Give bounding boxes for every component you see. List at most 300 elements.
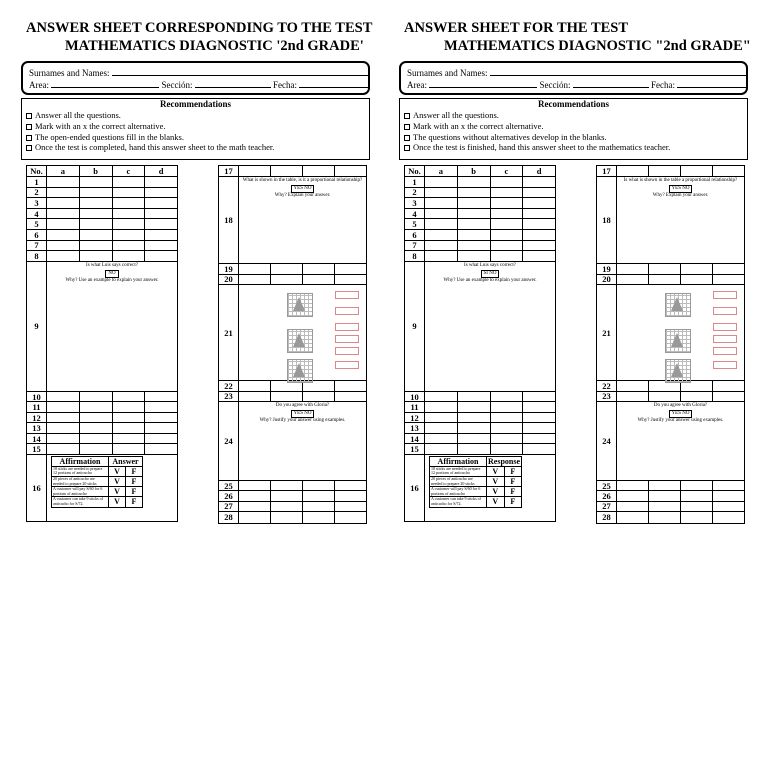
option-cell-b[interactable] <box>271 392 303 402</box>
option-cell-d[interactable] <box>713 275 744 285</box>
option-cell-d[interactable] <box>713 392 744 402</box>
option-cell-d[interactable] <box>335 381 366 391</box>
question-number: 28 <box>219 512 239 522</box>
option-cell-d[interactable] <box>523 230 555 240</box>
answer-row <box>27 413 177 424</box>
option-cell-c[interactable] <box>113 423 146 433</box>
option-cell-d[interactable] <box>523 423 555 433</box>
answer-row <box>27 188 177 199</box>
option-cell-d[interactable] <box>145 402 177 412</box>
answer-row-open <box>405 262 555 392</box>
option-cell-c[interactable] <box>113 188 146 198</box>
choice-box-icon[interactable] <box>335 361 359 369</box>
q24-options[interactable]: YES NO <box>291 410 315 418</box>
option-cell-c[interactable] <box>681 491 713 500</box>
option-cell-c[interactable] <box>303 264 335 274</box>
question-number: 10 <box>405 392 425 402</box>
option-cell-b[interactable] <box>458 219 491 229</box>
option-cell-b[interactable] <box>80 434 113 444</box>
section-label: Sección: <box>161 80 193 90</box>
true-option[interactable]: V <box>109 466 126 476</box>
option-cell-a[interactable] <box>425 241 458 251</box>
option-cell-a[interactable] <box>425 444 458 454</box>
option-cell-b[interactable] <box>80 423 113 433</box>
option-cell-a[interactable] <box>617 502 649 511</box>
option-cell-c[interactable] <box>681 275 713 285</box>
option-cell-b[interactable] <box>271 264 303 274</box>
choice-box-icon[interactable] <box>335 335 359 343</box>
option-cell-b[interactable] <box>649 275 681 285</box>
affirmation-statement: 20 pieces of anticucho are needed to prepare 20 sticks <box>52 476 109 486</box>
true-option[interactable]: V <box>109 497 126 507</box>
false-option[interactable]: F <box>126 487 143 497</box>
option-cell-d[interactable] <box>145 434 177 444</box>
question-number: 8 <box>27 251 47 261</box>
sheet-title-line1: ANSWER SHEET FOR THE TEST <box>404 20 629 36</box>
option-cell-a[interactable] <box>239 491 271 500</box>
option-cell-a[interactable] <box>425 434 458 444</box>
option-cell-d[interactable] <box>713 491 744 500</box>
option-cell-a[interactable] <box>617 481 649 490</box>
q9-options[interactable]: SI NO <box>481 270 500 278</box>
q18-options[interactable]: YES NO <box>669 185 693 193</box>
date-field[interactable] <box>677 79 747 88</box>
option-cell-d[interactable] <box>523 444 555 454</box>
question-number: 10 <box>27 392 47 402</box>
option-cell-d[interactable] <box>523 209 555 219</box>
question-number: 20 <box>219 275 239 285</box>
answer-row <box>405 251 555 262</box>
header-a: a <box>425 166 458 176</box>
option-cell-a[interactable] <box>425 177 458 187</box>
option-cell-a[interactable] <box>47 423 80 433</box>
option-cell-c[interactable] <box>113 241 146 251</box>
option-cell-b[interactable] <box>458 413 491 423</box>
option-cell-d[interactable] <box>145 177 177 187</box>
surnames-field[interactable] <box>490 67 748 76</box>
option-cell-b[interactable] <box>649 166 681 176</box>
option-cell-b[interactable] <box>271 166 303 176</box>
option-cell-c[interactable] <box>113 434 146 444</box>
option-cell-c[interactable] <box>303 166 335 176</box>
option-cell-d[interactable] <box>523 413 555 423</box>
option-cell-a[interactable] <box>47 392 80 402</box>
option-cell-c[interactable] <box>113 219 146 229</box>
option-cell-a[interactable] <box>47 219 80 229</box>
option-cell-d[interactable] <box>713 512 744 522</box>
option-cell-c[interactable] <box>113 198 146 208</box>
question-number: 16 <box>27 455 47 521</box>
option-cell-b[interactable] <box>271 512 303 522</box>
q18-question: Is what is shown in the table a proportional relationship? <box>623 178 738 183</box>
option-cell-d[interactable] <box>335 392 366 402</box>
option-cell-d[interactable] <box>145 241 177 251</box>
answer-row-figure <box>597 285 744 381</box>
open-answer-area[interactable] <box>425 262 555 391</box>
option-cell-d[interactable] <box>523 434 555 444</box>
option-cell-d[interactable] <box>713 166 744 176</box>
option-cell-b[interactable] <box>80 402 113 412</box>
choice-box-icon[interactable] <box>713 291 737 299</box>
option-cell-a[interactable] <box>239 392 271 402</box>
option-cell-b[interactable] <box>458 444 491 454</box>
option-cell-a[interactable] <box>239 502 271 511</box>
option-cell-a[interactable] <box>239 275 271 285</box>
option-cell-a[interactable] <box>239 481 271 490</box>
section-field[interactable] <box>195 79 271 88</box>
option-cell-b[interactable] <box>649 491 681 500</box>
option-cell-c[interactable] <box>681 502 713 511</box>
answer-row <box>27 444 177 455</box>
option-cell-b[interactable] <box>271 491 303 500</box>
recommendation-item: The open-ended questions fill in the blanks. <box>26 132 365 143</box>
option-cell-d[interactable] <box>145 251 177 261</box>
option-cell-c[interactable] <box>303 275 335 285</box>
section-field[interactable] <box>573 79 649 88</box>
option-cell-d[interactable] <box>523 188 555 198</box>
option-cell-c[interactable] <box>681 512 713 522</box>
option-cell-a[interactable] <box>47 402 80 412</box>
surnames-field[interactable] <box>112 67 370 76</box>
option-cell-c[interactable] <box>303 512 335 522</box>
option-cell-a[interactable] <box>425 402 458 412</box>
q9-prompt: Why? Use an example to explain your answer. <box>65 277 159 283</box>
open-answer-area[interactable] <box>617 177 744 263</box>
option-cell-b[interactable] <box>458 209 491 219</box>
option-cell-a[interactable] <box>425 188 458 198</box>
option-cell-d[interactable] <box>145 444 177 454</box>
answer-row <box>405 241 555 252</box>
option-cell-a[interactable] <box>617 166 649 176</box>
option-cell-a[interactable] <box>425 251 458 261</box>
open-answer-area[interactable] <box>239 177 366 263</box>
option-cell-b[interactable] <box>458 177 491 187</box>
option-cell-c[interactable] <box>491 434 524 444</box>
option-cell-a[interactable] <box>47 251 80 261</box>
option-cell-a[interactable] <box>425 198 458 208</box>
option-cell-d[interactable] <box>145 413 177 423</box>
answer-row <box>597 502 744 512</box>
date-label: Fecha: <box>651 80 675 90</box>
option-cell-a[interactable] <box>47 209 80 219</box>
option-cell-b[interactable] <box>80 177 113 187</box>
option-cell-d[interactable] <box>523 402 555 412</box>
question-number: 8 <box>405 251 425 261</box>
false-option[interactable]: F <box>126 476 143 486</box>
header-no: No. <box>27 166 47 176</box>
option-cell-d[interactable] <box>145 198 177 208</box>
option-cell-b[interactable] <box>458 402 491 412</box>
option-cell-b[interactable] <box>80 251 113 261</box>
option-cell-c[interactable] <box>303 392 335 402</box>
option-cell-a[interactable] <box>47 444 80 454</box>
option-cell-c[interactable] <box>113 230 146 240</box>
question-number: 6 <box>405 230 425 240</box>
option-cell-a[interactable] <box>239 512 271 522</box>
q24-options[interactable]: YES NO <box>669 410 693 418</box>
option-cell-d[interactable] <box>335 502 366 511</box>
option-cell-b[interactable] <box>80 392 113 402</box>
option-cell-b[interactable] <box>458 251 491 261</box>
question-number: 12 <box>405 413 425 423</box>
option-cell-a[interactable] <box>47 177 80 187</box>
choice-box-icon[interactable] <box>335 291 359 299</box>
option-cell-d[interactable] <box>335 481 366 490</box>
question-number: 2 <box>405 188 425 198</box>
option-cell-b[interactable] <box>649 264 681 274</box>
area-field[interactable] <box>429 79 537 88</box>
answer-row <box>597 392 744 403</box>
option-cell-c[interactable] <box>113 402 146 412</box>
option-cell-b[interactable] <box>80 413 113 423</box>
true-option[interactable]: V <box>109 476 126 486</box>
question-number: 4 <box>405 209 425 219</box>
option-cell-c[interactable] <box>113 209 146 219</box>
option-cell-a[interactable] <box>617 264 649 274</box>
true-option[interactable]: V <box>487 487 505 497</box>
false-option[interactable]: F <box>504 476 522 486</box>
answer-row <box>405 188 555 199</box>
option-cell-c[interactable] <box>491 402 524 412</box>
option-cell-a[interactable] <box>239 166 271 176</box>
option-cell-c[interactable] <box>491 209 524 219</box>
header-b: b <box>458 166 491 176</box>
recommendations-box <box>399 98 748 160</box>
recommendation-item: Answer all the questions. <box>404 110 743 121</box>
false-option[interactable]: F <box>504 466 522 476</box>
option-cell-d[interactable] <box>713 481 744 490</box>
option-cell-d[interactable] <box>145 392 177 402</box>
option-cell-d[interactable] <box>523 177 555 187</box>
affirmation-table <box>429 456 522 508</box>
question-number: 24 <box>219 402 239 480</box>
answer-row-open <box>219 177 366 264</box>
question-number: 3 <box>27 198 47 208</box>
option-cell-c[interactable] <box>303 481 335 490</box>
date-field[interactable] <box>299 79 369 88</box>
option-cell-a[interactable] <box>47 230 80 240</box>
q9-options[interactable]: NO <box>105 270 118 278</box>
true-option[interactable]: V <box>487 497 505 507</box>
answer-row <box>27 241 177 252</box>
option-cell-c[interactable] <box>491 230 524 240</box>
open-answer-area[interactable] <box>617 402 744 480</box>
option-cell-c[interactable] <box>113 413 146 423</box>
option-cell-c[interactable] <box>491 251 524 261</box>
question-number: 7 <box>27 241 47 251</box>
header-d: d <box>536 166 542 176</box>
option-cell-c[interactable] <box>491 198 524 208</box>
option-cell-b[interactable] <box>271 275 303 285</box>
choice-box-icon[interactable] <box>713 307 737 315</box>
q18-prompt: Why? Explain your answer. <box>652 193 709 198</box>
option-cell-d[interactable] <box>145 230 177 240</box>
choice-box-icon[interactable] <box>713 323 737 331</box>
option-cell-c[interactable] <box>303 491 335 500</box>
option-cell-b[interactable] <box>80 188 113 198</box>
option-cell-c[interactable] <box>113 251 146 261</box>
option-cell-a[interactable] <box>47 241 80 251</box>
option-cell-b[interactable] <box>271 502 303 511</box>
option-cell-d[interactable] <box>523 241 555 251</box>
false-option[interactable]: F <box>504 497 522 507</box>
answer-row <box>597 491 744 501</box>
option-cell-b[interactable] <box>649 512 681 522</box>
table-header <box>405 166 555 177</box>
affirmation-header: Affirmation <box>52 456 109 466</box>
q24-prompt: Why? Justify your answer using examples. <box>637 418 724 423</box>
option-cell-a[interactable] <box>425 230 458 240</box>
option-cell-b[interactable] <box>458 241 491 251</box>
answer-row <box>27 392 177 403</box>
option-cell-d[interactable] <box>523 392 555 402</box>
option-cell-b[interactable] <box>458 392 491 402</box>
option-cell-d[interactable] <box>523 219 555 229</box>
choice-box-icon[interactable] <box>335 307 359 315</box>
choice-box-icon[interactable] <box>713 361 737 369</box>
option-cell-c[interactable] <box>491 219 524 229</box>
sheet-title-line1: ANSWER SHEET CORRESPONDING TO THE TEST <box>26 20 373 36</box>
true-option[interactable]: V <box>487 476 505 486</box>
question-number: 20 <box>597 275 617 285</box>
option-cell-c[interactable] <box>491 444 524 454</box>
option-cell-d[interactable] <box>145 209 177 219</box>
option-cell-d[interactable] <box>145 423 177 433</box>
header-c: c <box>491 166 524 176</box>
choice-box-icon[interactable] <box>335 323 359 331</box>
option-cell-b[interactable] <box>80 241 113 251</box>
choice-box-icon[interactable] <box>713 335 737 343</box>
option-cell-a[interactable] <box>239 381 271 391</box>
option-cell-c[interactable] <box>491 413 524 423</box>
option-cell-c[interactable] <box>681 392 713 402</box>
option-cell-c[interactable] <box>681 264 713 274</box>
option-cell-b[interactable] <box>649 392 681 402</box>
answer-row <box>27 434 177 445</box>
affirmation-table <box>51 456 143 508</box>
option-cell-a[interactable] <box>617 491 649 500</box>
option-cell-a[interactable] <box>617 381 649 391</box>
option-cell-c[interactable] <box>681 166 713 176</box>
option-cell-b[interactable] <box>80 209 113 219</box>
option-cell-b[interactable] <box>458 198 491 208</box>
answer-row <box>405 402 555 413</box>
choice-box-icon[interactable] <box>713 347 737 355</box>
option-cell-c[interactable] <box>113 444 146 454</box>
area-field[interactable] <box>51 79 159 88</box>
section-label: Sección: <box>539 80 571 90</box>
triangle-icon <box>671 333 683 347</box>
option-cell-b[interactable] <box>458 423 491 433</box>
option-cell-b[interactable] <box>80 198 113 208</box>
false-option[interactable]: F <box>126 497 143 507</box>
option-cell-a[interactable] <box>425 423 458 433</box>
option-cell-a[interactable] <box>425 392 458 402</box>
question-number: 4 <box>27 209 47 219</box>
option-cell-c[interactable] <box>491 423 524 433</box>
option-cell-c[interactable] <box>113 392 146 402</box>
q18-options[interactable]: YES NO <box>291 185 315 193</box>
student-info-box <box>21 61 370 95</box>
choice-box-icon[interactable] <box>335 347 359 355</box>
option-cell-a[interactable] <box>425 209 458 219</box>
option-cell-d[interactable] <box>145 188 177 198</box>
option-cell-a[interactable] <box>617 512 649 522</box>
option-cell-b[interactable] <box>458 188 491 198</box>
option-cell-d[interactable] <box>523 198 555 208</box>
option-cell-b[interactable] <box>80 230 113 240</box>
option-cell-d[interactable] <box>335 491 366 500</box>
open-answer-area[interactable] <box>47 262 177 391</box>
option-cell-a[interactable] <box>47 434 80 444</box>
option-cell-d[interactable] <box>335 512 366 522</box>
option-cell-d[interactable] <box>145 219 177 229</box>
option-cell-d[interactable] <box>713 502 744 511</box>
option-cell-a[interactable] <box>617 392 649 402</box>
answer-table-left <box>26 165 178 522</box>
q24-question: Do you agree with Gloria? <box>275 403 330 408</box>
option-cell-b[interactable] <box>649 481 681 490</box>
q18-question: What is shown in the table, is it a proportional relationship? <box>242 178 363 183</box>
option-cell-c[interactable] <box>491 177 524 187</box>
option-cell-d[interactable] <box>335 166 366 176</box>
option-cell-c[interactable] <box>491 241 524 251</box>
option-cell-c[interactable] <box>491 392 524 402</box>
open-answer-area[interactable] <box>239 402 366 480</box>
answer-row <box>405 423 555 434</box>
affirmation-statement: 18 sticks are needed to prepare 12 portions of anticucho <box>430 466 487 476</box>
option-cell-c[interactable] <box>303 502 335 511</box>
q18-prompt: Why? Explain your answer. <box>274 193 331 198</box>
option-cell-b[interactable] <box>458 434 491 444</box>
question-number: 6 <box>27 230 47 240</box>
answer-row <box>405 444 555 455</box>
option-cell-c[interactable] <box>113 177 146 187</box>
option-cell-d[interactable] <box>523 251 555 261</box>
option-cell-c[interactable] <box>491 188 524 198</box>
option-cell-c[interactable] <box>681 481 713 490</box>
answer-row-table <box>27 455 177 521</box>
option-cell-b[interactable] <box>649 502 681 511</box>
false-option[interactable]: F <box>126 466 143 476</box>
answer-row-figure <box>219 285 366 381</box>
option-cell-a[interactable] <box>617 275 649 285</box>
option-cell-b[interactable] <box>80 219 113 229</box>
option-cell-d[interactable] <box>713 381 744 391</box>
option-cell-a[interactable] <box>425 413 458 423</box>
table-header <box>27 166 177 177</box>
option-cell-b[interactable] <box>80 444 113 454</box>
answer-row <box>405 219 555 230</box>
option-cell-a[interactable] <box>47 188 80 198</box>
option-cell-d[interactable] <box>335 264 366 274</box>
answer-row <box>27 209 177 220</box>
true-option[interactable]: V <box>487 466 505 476</box>
option-cell-a[interactable] <box>239 264 271 274</box>
true-option[interactable]: V <box>109 487 126 497</box>
option-cell-b[interactable] <box>271 481 303 490</box>
question-number: 14 <box>405 434 425 444</box>
false-option[interactable]: F <box>504 487 522 497</box>
option-cell-d[interactable] <box>713 264 744 274</box>
option-cell-a[interactable] <box>425 219 458 229</box>
header-no: No. <box>405 166 425 176</box>
question-number: 17 <box>597 166 617 176</box>
option-cell-a[interactable] <box>47 413 80 423</box>
option-cell-d[interactable] <box>335 275 366 285</box>
option-cell-b[interactable] <box>458 230 491 240</box>
option-cell-a[interactable] <box>47 198 80 208</box>
